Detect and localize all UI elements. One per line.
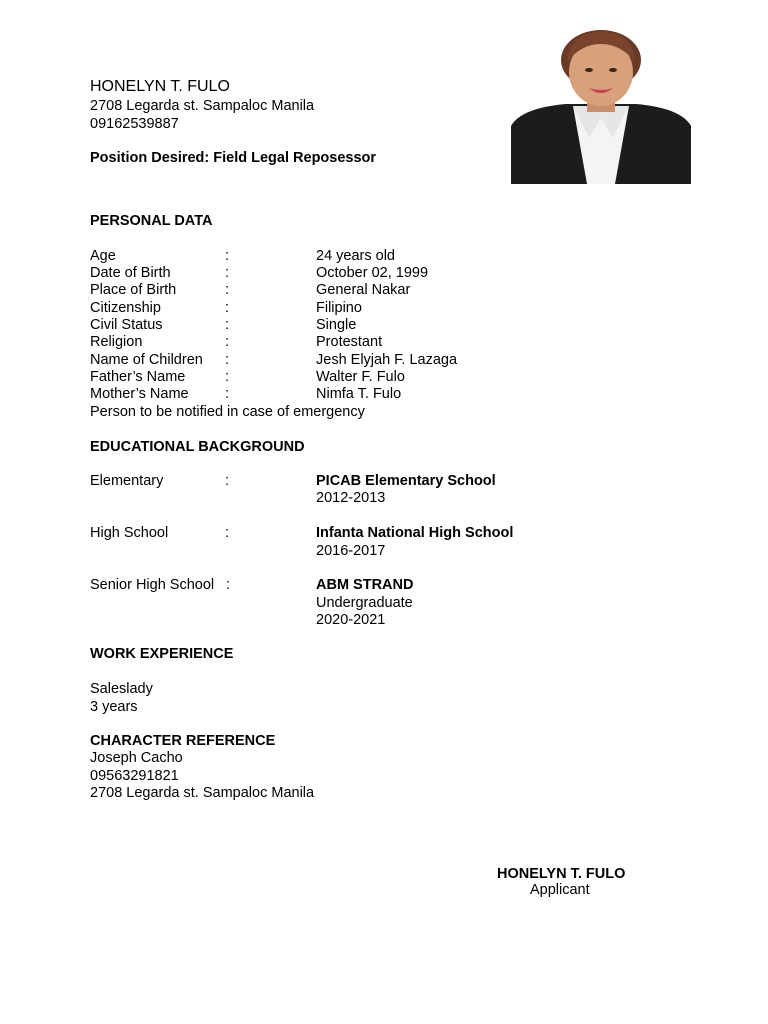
row-label: Father’s Name	[90, 369, 186, 385]
row-colon: :	[225, 352, 230, 368]
portrait-image	[511, 26, 691, 184]
row-value: Jesh Elyjah F. Lazaga	[316, 352, 458, 368]
row-label: Place of Birth	[90, 282, 177, 298]
row-value: Walter F. Fulo	[316, 369, 405, 385]
row-colon: :	[225, 300, 230, 316]
row-label: Age	[90, 248, 116, 264]
row-colon: :	[226, 577, 231, 593]
education-level: High School	[90, 525, 169, 541]
row-label: Mother’s Name	[90, 386, 189, 402]
row-value: 24 years old	[316, 248, 395, 264]
row-label: Name of Children	[90, 352, 203, 368]
education-level: Elementary	[90, 473, 164, 489]
school-status: Undergraduate	[316, 595, 413, 611]
work-experience-heading: WORK EXPERIENCE	[90, 646, 234, 662]
row-value: Nimfa T. Fulo	[316, 386, 402, 402]
row-value: October 02, 1999	[316, 265, 429, 281]
school-name: Infanta National High School	[316, 525, 514, 541]
row-colon: :	[225, 369, 230, 385]
reference-phone: 09563291821	[90, 768, 179, 784]
job-title: Saleslady	[90, 681, 153, 697]
emergency-contact-label: Person to be notified in case of emergency	[90, 404, 365, 420]
row-colon: :	[225, 248, 230, 264]
row-value: Protestant	[316, 334, 383, 350]
row-colon: :	[225, 386, 230, 402]
row-colon: :	[225, 265, 230, 281]
education-heading: EDUCATIONAL BACKGROUND	[90, 439, 305, 455]
row-colon: :	[225, 334, 230, 350]
school-year: 2012-2013	[316, 490, 386, 506]
applicant-name: HONELYN T. FULO	[90, 78, 230, 95]
row-label: Date of Birth	[90, 265, 171, 281]
position-desired: Position Desired: Field Legal Reposessor	[90, 150, 377, 166]
applicant-address: 2708 Legarda st. Sampaloc Manila	[90, 98, 315, 114]
signature-name: HONELYN T. FULO	[497, 866, 626, 882]
row-colon: :	[225, 525, 230, 541]
row-value: Filipino	[316, 300, 362, 316]
row-label: Civil Status	[90, 317, 163, 333]
row-value: Single	[316, 317, 357, 333]
personal-data-heading: PERSONAL DATA	[90, 213, 213, 229]
school-year: 2016-2017	[316, 543, 386, 559]
signature-role: Applicant	[530, 882, 590, 898]
row-label: Citizenship	[90, 300, 161, 316]
character-reference-heading: CHARACTER REFERENCE	[90, 733, 276, 749]
row-colon: :	[225, 282, 230, 298]
reference-address: 2708 Legarda st. Sampaloc Manila	[90, 785, 315, 801]
school-name: PICAB Elementary School	[316, 473, 496, 489]
row-colon: :	[225, 317, 230, 333]
school-year: 2020-2021	[316, 612, 386, 628]
education-level: Senior High School	[90, 577, 215, 593]
applicant-phone: 09162539887	[90, 116, 179, 132]
row-colon: :	[225, 473, 230, 489]
applicant-photo	[511, 26, 691, 184]
job-duration: 3 years	[90, 699, 138, 715]
row-label: Religion	[90, 334, 143, 350]
school-name: ABM STRAND	[316, 577, 414, 593]
reference-name: Joseph Cacho	[90, 750, 183, 766]
row-value: General Nakar	[316, 282, 411, 298]
